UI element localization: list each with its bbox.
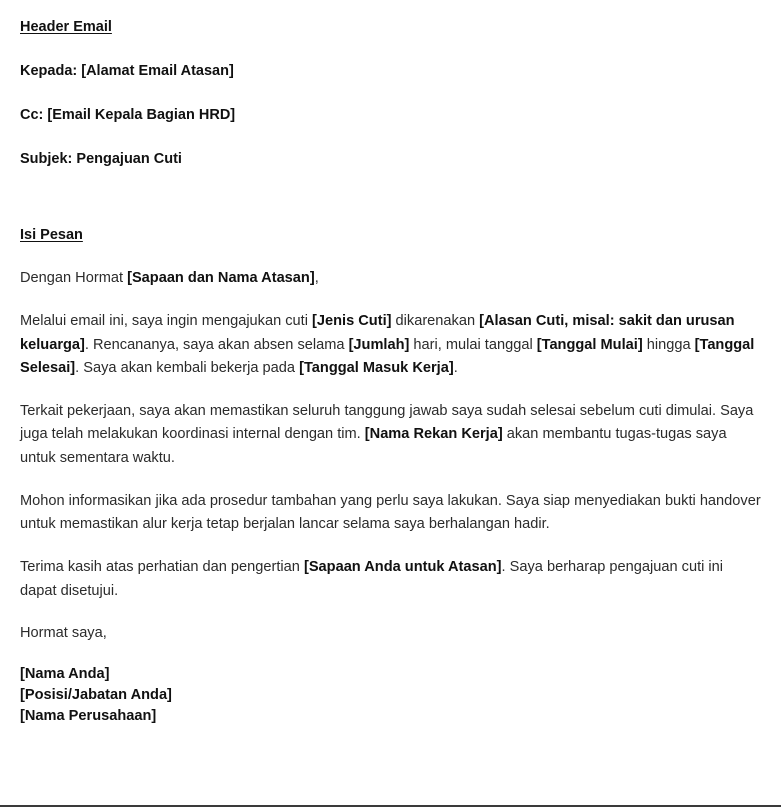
p1-text-1: Melalui email ini, saya ingin mengajukan cuti <box>20 312 313 329</box>
p2-placeholder-nama-rekan-kerja: [Nama Rekan Kerja] <box>364 426 503 443</box>
p2-text-2: akan membantu tugas-tugas saya untuk sementara waktu. <box>20 426 727 467</box>
p1-placeholder-tanggal-mulai: [Tanggal Mulai] <box>536 336 643 353</box>
paragraph-additional-procedure: Mohon informasikan jika ada prosedur tambahan yang perlu saya lakukan. Saya siap menyediakan bukti handover untuk memastikan alur kerja tetap berjalan lancar selama saya berhalangan hadir. <box>20 492 761 533</box>
signature-block <box>20 664 761 727</box>
isi-pesan-heading: Isi Pesan <box>20 227 83 244</box>
p1-placeholder-jumlah: [Jumlah] <box>348 336 410 353</box>
paragraph-work-handover <box>20 400 761 471</box>
salutation-suffix: , <box>314 270 319 287</box>
header-email-heading: Header Email <box>20 19 112 35</box>
p1-text-3: . Rencananya, saya akan absen selama <box>84 336 349 353</box>
paragraph-thanks <box>20 556 761 603</box>
p1-placeholder-alasan-cuti: [Alasan Cuti, misal: sakit dan urusan keluarga] <box>20 312 735 353</box>
p1-text-5: hingga <box>642 336 695 353</box>
p4-text-2: . Saya berharap pengajuan cuti ini dapat disetujui. <box>20 558 724 599</box>
signature-nama-perusahaan: [Nama Perusahaan] <box>20 708 157 725</box>
salutation-prefix: Dengan Hormat <box>20 270 128 287</box>
p1-placeholder-tanggal-masuk-kerja: [Tanggal Masuk Kerja] <box>299 360 454 377</box>
header-field-kepada: Kepada: [Alamat Email Atasan] <box>20 62 234 79</box>
p4-text-1: Terima kasih atas perhatian dan pengertian <box>20 558 304 575</box>
p1-placeholder-jenis-cuti: [Jenis Cuti] <box>312 312 392 329</box>
signature-posisi-jabatan: [Posisi/Jabatan Anda] <box>20 687 172 704</box>
p1-text-2: dikarenakan <box>391 312 480 329</box>
paragraph-leave-details <box>20 310 761 381</box>
p2-text-1: Terkait pekerjaan, saya akan memastikan seluruh tanggung jawab saya sudah selesai sebelum cuti dimulai. Saya juga telah melakukan koordinasi internal dengan tim. <box>20 402 754 443</box>
p4-placeholder-sapaan-atasan: [Sapaan Anda untuk Atasan] <box>303 558 502 575</box>
p1-text-6: . Saya akan kembali bekerja pada <box>75 360 300 377</box>
header-field-subjek: Subjek: Pengajuan Cuti <box>20 150 182 167</box>
p1-text-7: . <box>453 360 458 377</box>
p1-text-4: hari, mulai tanggal <box>409 336 537 353</box>
signature-nama-anda: [Nama Anda] <box>20 665 110 682</box>
salutation-placeholder: [Sapaan dan Nama Atasan] <box>127 270 315 287</box>
header-field-cc: Cc: [Email Kepala Bagian HRD] <box>20 106 236 123</box>
salutation-line <box>20 267 761 291</box>
p1-placeholder-tanggal-selesai: [Tanggal Selesai] <box>20 336 755 377</box>
closing-line: Hormat saya, <box>20 625 107 642</box>
